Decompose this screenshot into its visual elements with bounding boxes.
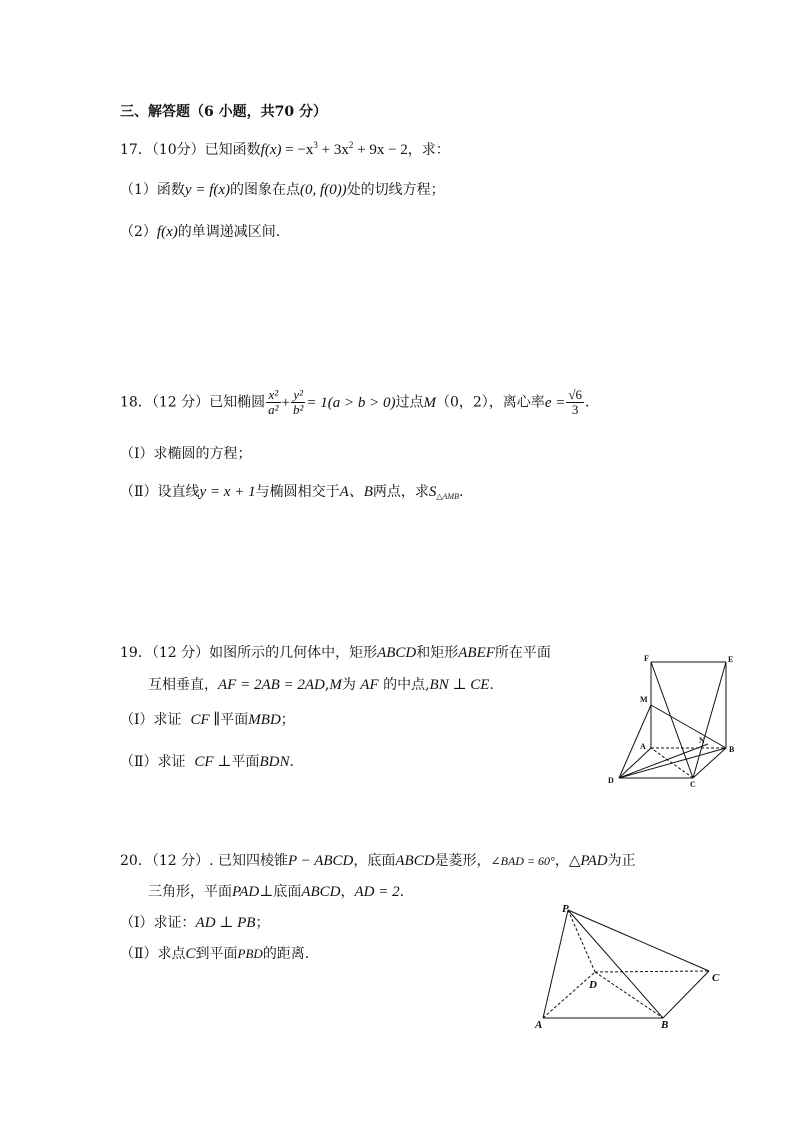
edge-PD: [568, 910, 595, 972]
section-title: 三、解答题（6 小题，共70 分）: [120, 104, 327, 120]
label-B: B: [661, 1019, 669, 1031]
label-M: M: [640, 695, 648, 704]
q17-func: $f(x) = -x^3 + 3x^2 + 9x - 2$: [260, 140, 408, 158]
label-P: P: [562, 903, 569, 915]
q18-frac-e: $\frac{√6}{3}$: [568, 387, 582, 418]
q18-part1: （Ⅰ）求椭圆的方程；: [120, 446, 252, 462]
edge-BC: [663, 971, 709, 1018]
q17-stem: [120, 140, 450, 159]
edge-MD: [619, 705, 651, 778]
q18-part2: （Ⅱ）设直线y = x + 1与椭圆相交于A、B两点，求$S_{\triangle AMB}$.: [120, 484, 464, 501]
q17-tail: ，求：: [407, 142, 450, 158]
q17-part2: （2）f(x)的单调递减区间.: [120, 224, 281, 240]
q19-stem-line2: 互相垂直，AF = 2AB = 2AD,M为 AF 的中点,BN ⊥ CE.: [148, 677, 494, 693]
label-F: F: [644, 654, 649, 663]
label-N: N: [699, 736, 705, 745]
q18-stem: 18．（12 分）已知椭圆 $\frac{\text{x²}}{\text{a²}}$ + $\frac{\text{y²}}{\text{b²}}$ = 1(a > b > 0)过点M（0，2），离心率e = $\frac{√6}{3}$ .: [120, 387, 590, 418]
edge-EC: [693, 662, 726, 778]
label-A: A: [640, 742, 646, 751]
q17-number: 17．（10分）已知函数: [120, 142, 261, 158]
q20-figure: [525, 898, 730, 1033]
label-A: A: [535, 1019, 543, 1031]
q19-figure: [600, 650, 750, 795]
q20-part2: （Ⅱ）求点C到平面PBD的距离.: [120, 946, 310, 962]
edge-PA: [543, 910, 568, 1018]
q20-stem-line2: 三角形，平面PAD⊥底面ABCD，AD = 2.: [148, 884, 405, 900]
q20-stem-line1: 20．（12 分）. 已知四棱锥P − ABCD，底面ABCD是菱形，∠BAD = 60°，△PAD为正: [120, 853, 636, 869]
q19-part2: （Ⅱ）求证 CF ⊥平面BDN.: [120, 754, 294, 770]
q19-part1: （Ⅰ）求证 CF ∥平面MBD；: [120, 712, 295, 728]
edge-AD: [543, 972, 595, 1018]
edge-FC: [651, 662, 693, 778]
q20-part1: （Ⅰ）求证：AD ⊥ PB；: [120, 915, 270, 931]
q17-part1-math: y = f(x): [184, 182, 231, 198]
label-D: D: [608, 776, 614, 785]
edge-MB: [651, 705, 726, 748]
q17-part2-math: f(x): [156, 224, 178, 240]
label-E: E: [728, 655, 734, 664]
edge-PC: [568, 910, 709, 971]
q18-frac-y: $\frac{\text{y²}}{\text{b²}}$: [292, 387, 304, 418]
edge-PB: [568, 910, 663, 1018]
edge-DC: [595, 971, 709, 972]
q17-part1: （1）函数y = f(x)的图象在点(0, f(0))处的切线方程；: [120, 182, 445, 198]
q18-frac-x: $\frac{\text{x²}}{\text{a²}}$: [268, 387, 279, 418]
label-B: B: [729, 745, 735, 754]
label-C: C: [690, 780, 696, 789]
label-C: C: [712, 972, 720, 984]
label-D: D: [589, 979, 597, 991]
q19-stem-line1: 19．（12 分）如图所示的几何体中，矩形ABCD和矩形ABEF所在平面: [120, 645, 551, 661]
q17-part1-point: (0, f(0)): [300, 182, 347, 198]
